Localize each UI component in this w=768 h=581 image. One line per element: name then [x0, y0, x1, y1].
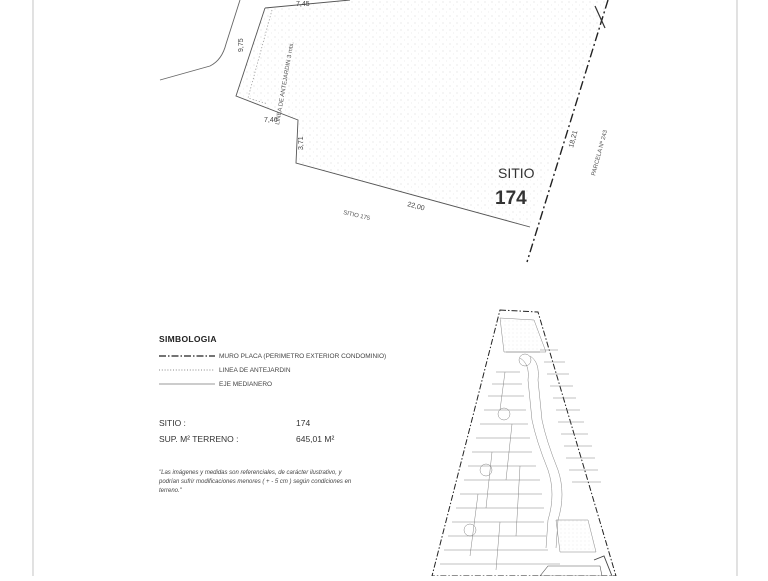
key-map — [432, 310, 616, 576]
dim-top-edge: 7,45 — [296, 1, 310, 8]
keymap-common-area — [556, 520, 596, 552]
area-label: SUP. M² TERRENO : — [159, 434, 239, 444]
area-value: 645,01 M² — [296, 434, 335, 444]
dim-right-edge: 18,21 — [568, 129, 580, 149]
lot-title: SITIO — [498, 165, 535, 181]
legend-item-setback: LINEA DE ANTEJARDIN — [219, 367, 291, 374]
site-info — [159, 418, 334, 444]
dim-step-top: 7,46 — [264, 117, 278, 124]
road-curb — [160, 0, 240, 80]
site-value: 174 — [296, 418, 311, 428]
site-label: SITIO : — [159, 418, 186, 428]
neighbor-parcel-label: PARCELA Nº 243 — [591, 129, 610, 177]
keymap-access — [540, 566, 602, 576]
neighbor-lot-label: SITIO 175 — [342, 210, 371, 223]
dim-bottom-edge: 22,00 — [406, 201, 426, 213]
disclaimer-line-2: podrían sufrir modificaciones menores ( + - 5 cm ) según condiciones en — [159, 479, 352, 485]
legend-title: SIMBOLOGIA — [159, 334, 217, 344]
lot-plan — [160, 0, 609, 262]
dim-step-side: 3,71 — [298, 136, 305, 150]
lot-number: 174 — [495, 188, 527, 209]
dim-left-side: 9,75 — [238, 38, 245, 52]
setback-line-label: LINEA DE ANTEJARDIN 3 mts. — [275, 41, 296, 126]
lot-area — [236, 0, 608, 227]
legend-item-axis: EJE MEDIANERO — [219, 381, 273, 388]
legend-item-wall: MURO PLACA (PERIMETRO EXTERIOR CONDOMINIO) — [219, 353, 387, 360]
legend — [159, 334, 386, 388]
disclaimer — [158, 470, 352, 494]
disclaimer-line-1: "Las imágenes y medidas son referenciales, de carácter ilustrativo, y — [159, 470, 342, 476]
disclaimer-line-3: terreno." — [159, 488, 182, 494]
